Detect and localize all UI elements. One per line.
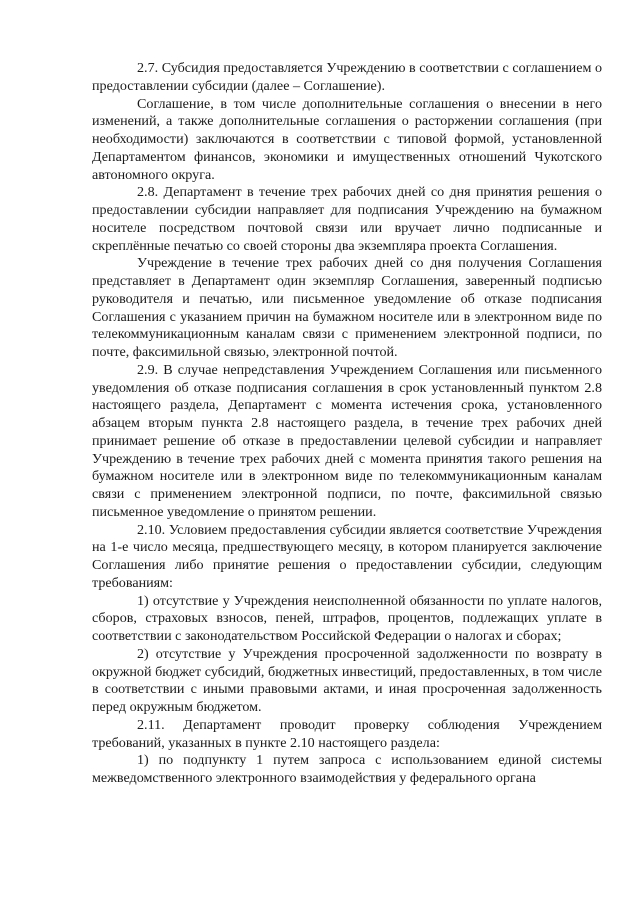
paragraph-2-7: 2.7. Субсидия предоставляется Учреждению в соответствии с соглашением о предоставлении субсидии (далее – Соглашение). bbox=[92, 60, 602, 94]
paragraph-institution-response: Учреждение в течение трех рабочих дней со дня получения Соглашения представляет в Департамент один экземпляр Соглашения, заверенный подписью руководителя и печатью, или письменное уведомление об отказе подписания Соглашения с указанием причин на бумажном носителе или в электронном виде по телекоммуникационным каналам связи с применением электронной подписи, по почте, факсимильной связью, электронной почтой. bbox=[92, 255, 602, 360]
document-body bbox=[92, 60, 602, 788]
paragraph-2-11: 2.11. Департамент проводит проверку соблюдения Учреждением требований, указанных в пункте 2.10 настоящего раздела: bbox=[92, 716, 602, 751]
paragraph-2-8: 2.8. Департамент в течение трех рабочих дней со дня принятия решения о предоставлении субсидии направляет для подписания Учреждению на бумажном носителе посредством почтовой связи или вручает лично подписанные и скреплённые печатью со своей стороны два экземпляра проекта Соглашения. bbox=[92, 184, 602, 254]
list-item-requirement-2: 2) отсутствие у Учреждения просроченной задолженности по возврату в окружной бюджет субсидий, бюджетных инвестиций, предоставленных, в том числе в соответствии с иными правовыми актами, и иная просроченная задолженность перед окружным бюджетом. bbox=[92, 645, 602, 715]
list-item-requirement-1: 1) отсутствие у Учреждения неисполненной обязанности по уплате налогов, сборов, страховых взносов, пеней, штрафов, процентов, подлежащих уплате в соответствии с законодательством Российской Федерации о налогах и сборах; bbox=[92, 592, 602, 644]
paragraph-agreement: Соглашение, в том числе дополнительные соглашения о внесении в него изменений, а также дополнительные соглашения о расторжении соглашения (при необходимости) заключаются в соответствии с типовой формой, установленной Департаментом финансов, экономики и имущественных отношений Чукотского автономного округа. bbox=[92, 95, 602, 183]
list-item-check-1: 1) по подпункту 1 путем запроса с использованием единой системы межведомственного электронного взаимодействия у федерального органа bbox=[92, 752, 602, 786]
paragraph-2-9: 2.9. В случае непредставления Учреждением Соглашения или письменного уведомления об отказе подписания соглашения в срок установленный пунктом 2.8 настоящего раздела, Департамент с момента истечения срока, установленного абзацем вторым пункта 2.8 настоящего раздела, в течение трех рабочих дней принимает решение об отказе в предоставлении целевой субсидии и направляет Учреждению в течение трех рабочих дней с момента принятия такого решения на бумажном носителе или в электронном виде по телекоммуникационным каналам связи с применением электронной подписи, по почте, факсимильной связью письменное уведомление о принятом решении. bbox=[92, 361, 602, 520]
paragraph-2-10: 2.10. Условием предоставления субсидии является соответствие Учреждения на 1-е число месяца, предшествующего месяцу, в котором планируется заключение Соглашения либо принятие решения о предоставлении субсидии, следующим требованиям: bbox=[92, 521, 602, 591]
